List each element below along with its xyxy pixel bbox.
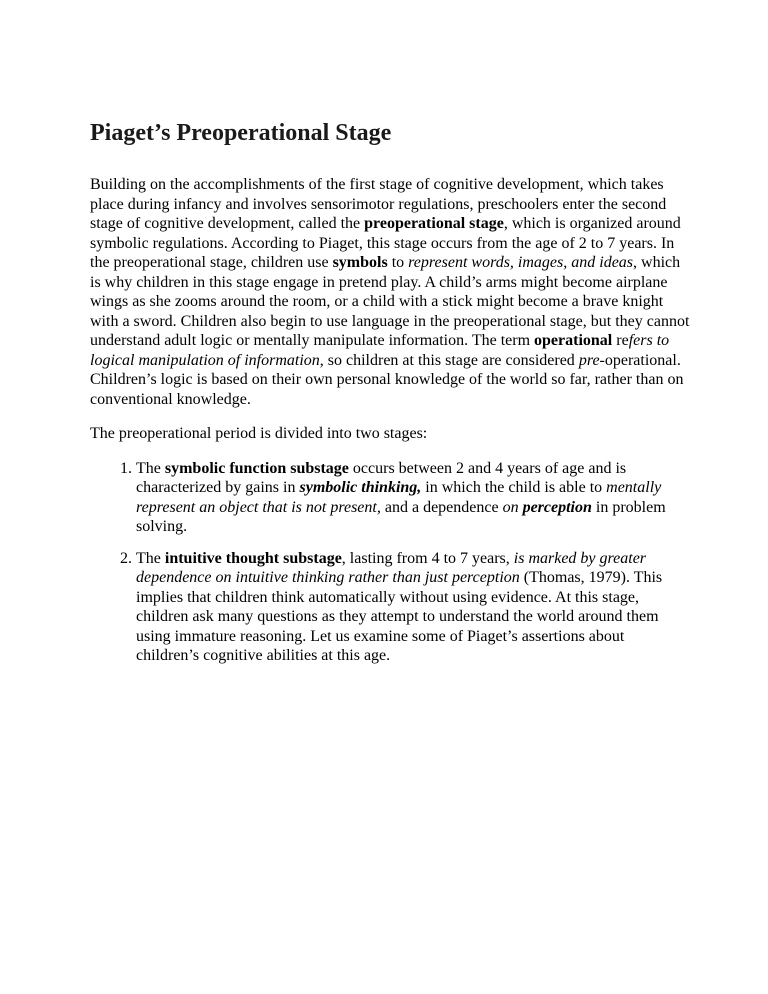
- division-paragraph: The preoperational period is divided into two stages:: [90, 425, 428, 442]
- text-run: fers to logical manipulation of information: [90, 332, 670, 369]
- text-run: Building on the accomplishments of the first stage of cognitive development, which takes place during infancy and involves sensorimotor regulations, preschoolers enter the second stage of cognitive development, called the: [90, 176, 667, 232]
- text-run: to: [387, 254, 409, 271]
- text-run: perception: [522, 498, 592, 516]
- text-run: is marked by greater dependence on intuitive thinking rather than just perception: [136, 549, 647, 586]
- text-run: symbolic thinking,: [299, 479, 422, 496]
- intro-paragraph: [90, 175, 690, 409]
- text-run: in which the child is able to: [421, 479, 607, 496]
- text-run: operational: [534, 332, 613, 349]
- text-run: , which is organized around symbolic regulations. According to Piaget, this stage occurs from the age of 2 to 7 years. In the preoperational stage, children use: [90, 215, 681, 271]
- text-run: on: [502, 498, 523, 516]
- text-run: , which is why children in this stage engage in pretend play. A child’s arms might become airplane wings as she zooms around the room, or a child with a stick might become a brave knight with a sword. Children also begin to use language in the preoperational stage, but they cannot understand adult logic or mentally manipulate information. The term: [90, 254, 690, 349]
- text-run: preoperational stage: [364, 215, 504, 232]
- text-run: occurs between 2 and 4 years of age and is characterized by gains in: [136, 459, 627, 496]
- page-title: Piaget’s Preoperational Stage: [90, 120, 392, 146]
- text-run: pre: [578, 351, 600, 369]
- text-run: represent words, images, and ideas: [408, 254, 634, 271]
- document-page: [90, 118, 690, 678]
- text-run: (Thomas, 1979). This implies that children think automatically without using evidence. At this stage, children ask many questions as they attempt to understand the world around them using immature reasoning. Let us examine some of Piaget’s assertions about children’s cognitive abilities at this age.: [136, 569, 663, 664]
- list-item-intuitive-thought: [136, 549, 689, 666]
- text-run: The: [136, 459, 165, 477]
- text-run: and a dependence: [380, 498, 503, 516]
- list-item-symbolic-function: [136, 459, 689, 537]
- text-run: symbolic function substage: [164, 459, 349, 477]
- text-run: intuitive thought substage: [164, 549, 342, 567]
- text-run: , so children at this stage are considered: [319, 351, 579, 369]
- text-run: symbols: [332, 254, 388, 271]
- text-run: The: [136, 549, 165, 567]
- text-run: , lasting from 4 to 7 years,: [341, 549, 514, 567]
- text-run: re: [612, 332, 629, 349]
- text-run: -operational. Children’s logic is based on their own personal knowledge of the world so far, rather than on conventional knowledge.: [90, 351, 684, 408]
- text-run: mentally represent an object that is not present,: [136, 479, 662, 516]
- substage-list: [90, 459, 689, 666]
- text-run: in problem solving.: [136, 498, 666, 535]
